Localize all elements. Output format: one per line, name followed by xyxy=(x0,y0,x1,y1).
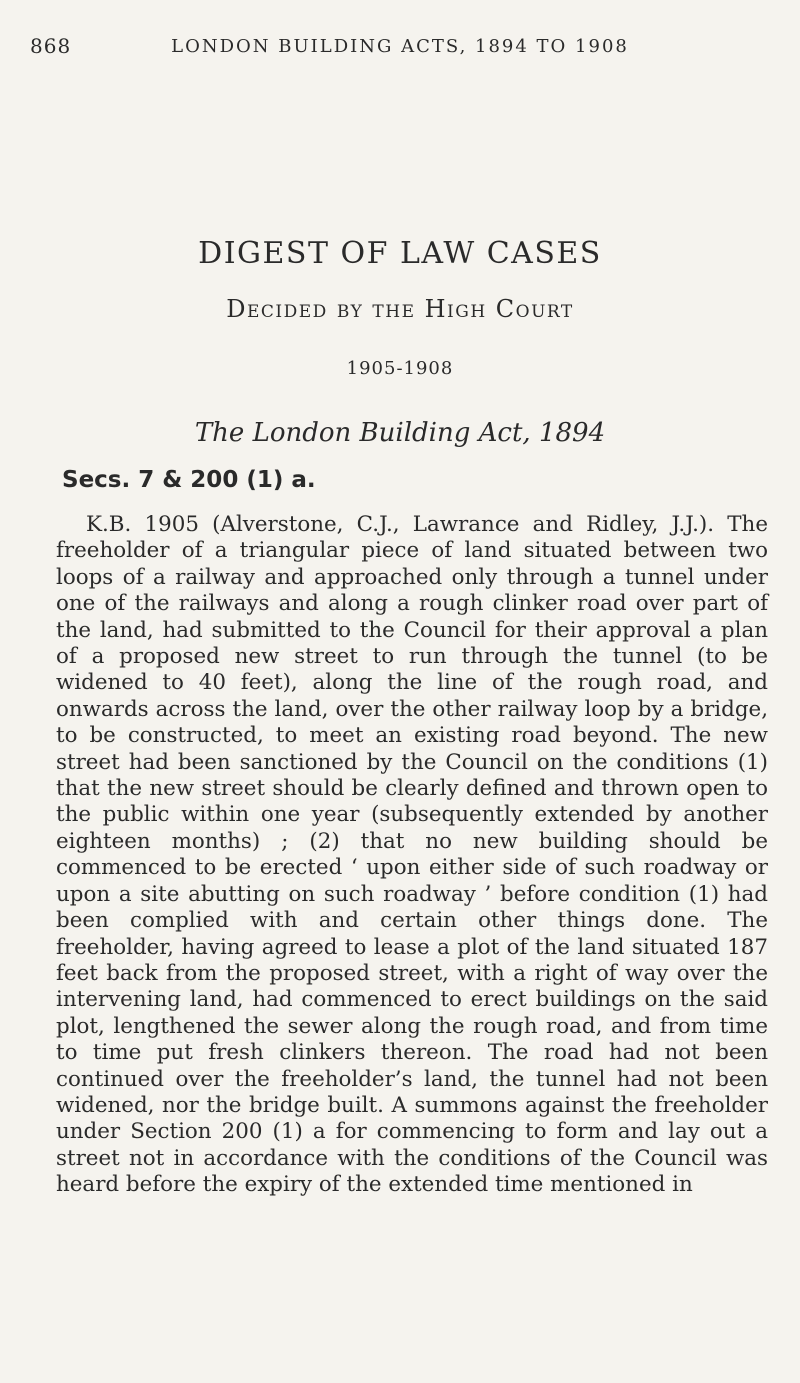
digest-years: 1905-1908 xyxy=(346,358,454,379)
act-title: The London Building Act, 1894 xyxy=(194,418,606,448)
page-number: 868 xyxy=(30,34,72,58)
digest-subtitle: Decided by the High Court xyxy=(226,295,574,323)
case-body-paragraph: K.B. 1905 (Alverstone, C.J., Lawrance and Ridley, J.J.). The freeholder of a triangular piece of land situated between two loops of a railway and approached only through a tunnel under one of the railways and along a rough clinker road over part of the land, had submitted to the Council for their approval a plan of a proposed new street to run through the tunnel (to be widened to 40 feet), along the line of the rough road, and onwards across the land, over the other railway loop by a bridge, to be constructed, to meet an existing road beyond. The new street had been sanctioned by the Council on the conditions (1) that the new street should be clearly defined and thrown open to the public within one year (subsequently extended by another eighteen months) ; (2) that no new building should be commenced to be erected ‘ upon either side of such roadway or upon a site abutting on such roadway ’ before condition (1) had been complied with and certain other things done. The freeholder, having agreed to lease a plot of the land situated 187 feet back from the proposed street, with a right of way over the intervening land, had commenced to erect buildings on the said plot, lengthened the sewer along the rough road, and from time to time put fresh clinkers thereon. The road had not been continued over the freeholder’s land, the tunnel had not been widened, nor the bridge built. A summons against the freeholder under Section 200 (1) a for commencing to form and lay out a street not in accordance with the conditions of the Council was heard before the expiry of the extended time mentioned in xyxy=(56,512,768,1198)
sections-reference: Secs. 7 & 200 (1) a. xyxy=(62,467,316,493)
digest-title: DIGEST OF LAW CASES xyxy=(198,236,602,271)
running-head: LONDON BUILDING ACTS, 1894 TO 1908 xyxy=(171,36,629,57)
